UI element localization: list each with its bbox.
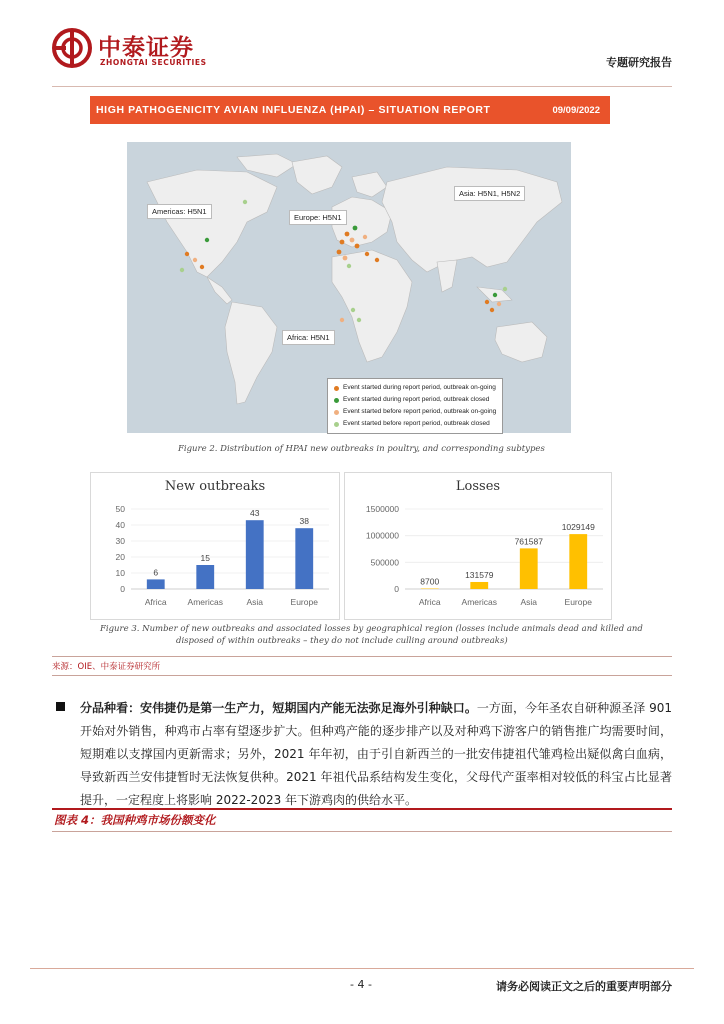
x-tick-label: Asia <box>520 597 538 607</box>
company-logo-icon <box>52 28 92 68</box>
y-tick-label: 500000 <box>370 557 399 568</box>
report-banner <box>90 96 610 124</box>
map-label-asia: Asia: H5N1, H5N2 <box>454 186 525 201</box>
x-tick-label: Europe <box>564 597 592 607</box>
x-tick-label: Africa <box>144 597 167 607</box>
y-tick-label: 1500000 <box>365 504 399 514</box>
figure4-top-rule <box>52 808 672 810</box>
y-tick-label: 0 <box>394 584 399 594</box>
report-type: 专题研究报告 <box>606 56 672 69</box>
legend-item: Event started before report period, outbreak closed <box>334 418 496 430</box>
source-divider <box>52 656 672 657</box>
source-divider-bottom <box>52 675 672 676</box>
data-label: 6 <box>153 567 159 578</box>
legend-item: Event started during report period, outbreak closed <box>334 394 496 406</box>
bar <box>520 548 538 589</box>
company-name-cn: 中泰证券 <box>98 35 194 61</box>
x-tick-label: Europe <box>290 597 318 607</box>
x-tick-label: Africa <box>418 597 441 607</box>
figure4-title: 图表 4：我国种鸡市场份额变化 <box>54 813 216 827</box>
legend-dot-icon <box>334 398 339 403</box>
map-label-europe: Europe: H5N1 <box>289 210 347 225</box>
chart-new-outbreaks-plot <box>91 473 339 619</box>
map-label-africa: Africa: H5N1 <box>282 330 335 345</box>
y-tick-label: 10 <box>115 568 125 578</box>
banner-title: HIGH PATHOGENICITY AVIAN INFLUENZA (HPAI) – SITUATION REPORT <box>96 104 491 116</box>
y-tick-label: 0 <box>120 584 125 594</box>
paragraph-body: 一方面，今年圣农自研种源圣泽 901 开始对外销售，种鸡市占率有望逐步扩大。但种鸡产能的逐步排产以及对种鸡下游客户的销售推广均需要时间，短期难以支撑国内更新需求；另外，2021 年年初，由于引自新西兰的一批安伟捷祖代雏鸡检出疑似禽白血病，导致新西兰安伟捷暂时无法恢复供种。2021 年祖代品系结构发生变化，父母代产蛋率相对较低的科宝占比显著提升，一定程度上将影响 2022-2023 年下游鸡肉的供给水平。 <box>80 701 672 807</box>
legend-item: Event started during report period, outbreak on-going <box>334 382 496 394</box>
data-label: 43 <box>250 508 260 519</box>
x-tick-label: Americas <box>187 597 223 607</box>
y-tick-label: 20 <box>115 552 125 562</box>
bullet-square-icon <box>56 702 65 711</box>
y-tick-label: 30 <box>115 536 125 546</box>
bar <box>147 579 165 589</box>
bar <box>470 582 488 589</box>
y-tick-label: 50 <box>115 504 125 514</box>
map-label-americas: Americas: H5N1 <box>147 204 212 219</box>
data-label: 8700 <box>420 576 440 587</box>
header-divider <box>52 86 672 87</box>
legend-item: Event started before report period, outbreak on-going <box>334 406 496 418</box>
figure4-bottom-rule <box>52 831 672 832</box>
page-number: - 4 - <box>350 978 372 991</box>
figure3-caption-line2: disposed of within outbreaks – they do not include culling around outbreaks) <box>176 636 508 646</box>
bar <box>569 534 587 589</box>
chart-title: Losses <box>455 479 501 494</box>
chart-new-outbreaks <box>90 472 340 620</box>
banner-date: 09/09/2022 <box>552 104 600 116</box>
chart-title: New outbreaks <box>164 479 266 494</box>
world-map-figure <box>127 142 571 433</box>
figure3-caption-line1: Figure 3. Number of new outbreaks and associated losses by geographical region (losses include animals dead and killed and <box>100 624 643 634</box>
paragraph-lead: 分品种看：安伟捷仍是第一生产力，短期国内产能无法弥足海外引种缺口。 <box>80 701 477 715</box>
y-tick-label: 40 <box>115 520 125 530</box>
chart-losses-plot <box>345 473 611 619</box>
legend-dot-icon <box>334 410 339 415</box>
data-label: 38 <box>299 516 309 527</box>
footer-disclaimer: 请务必阅读正文之后的重要声明部分 <box>496 980 672 993</box>
legend-dot-icon <box>334 386 339 391</box>
x-tick-label: Americas <box>461 597 497 607</box>
figure2-caption: Figure 2. Distribution of HPAI new outbreaks in poultry, and corresponding subtypes <box>178 444 545 454</box>
footer-divider <box>30 968 694 969</box>
map-legend <box>327 378 503 434</box>
legend-dot-icon <box>334 422 339 427</box>
data-label: 131579 <box>465 569 494 580</box>
data-label: 761587 <box>514 536 543 547</box>
data-label: 15 <box>200 553 210 563</box>
bar <box>246 520 264 589</box>
bar <box>196 565 214 589</box>
chart-losses <box>344 472 612 620</box>
data-label: 1029149 <box>561 522 595 533</box>
y-tick-label: 1000000 <box>365 530 399 541</box>
body-paragraph <box>80 697 672 812</box>
bar <box>295 528 313 589</box>
source-note: 来源：OIE、中泰证券研究所 <box>52 662 161 672</box>
x-tick-label: Asia <box>246 597 264 607</box>
company-name-en: ZHONGTAI SECURITIES <box>100 58 207 67</box>
